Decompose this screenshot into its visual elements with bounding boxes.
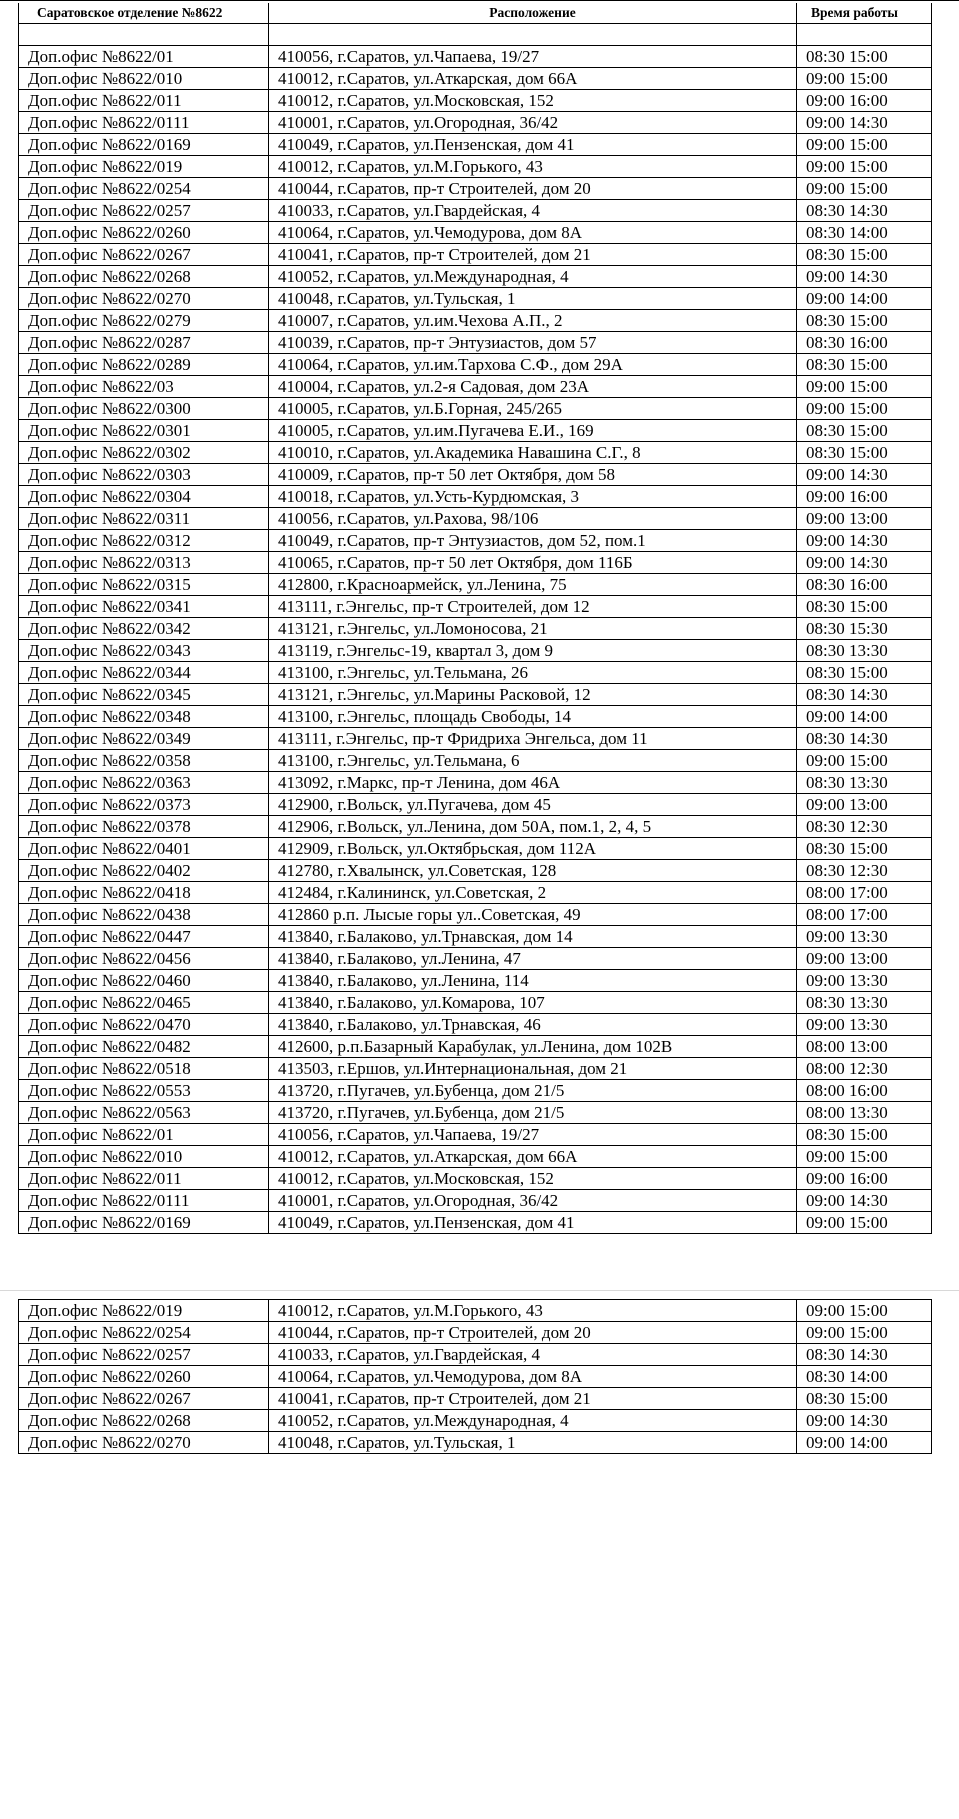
table-row <box>19 860 932 882</box>
office-cell: Доп.офис №8622/0169 <box>19 1212 269 1234</box>
office-cell: Доп.офис №8622/0287 <box>19 332 269 354</box>
table-row <box>19 574 932 596</box>
address-cell: 413720, г.Пугачев, ул.Бубенца, дом 21/5 <box>269 1080 797 1102</box>
table-row <box>19 112 932 134</box>
office-cell: Доп.офис №8622/019 <box>19 156 269 178</box>
office-cell: Доп.офис №8622/010 <box>19 68 269 90</box>
office-cell: Доп.офис №8622/0363 <box>19 772 269 794</box>
header-office: Саратовское отделение №8622 <box>19 3 269 24</box>
header-location: Расположение <box>269 3 797 24</box>
office-cell: Доп.офис №8622/0341 <box>19 596 269 618</box>
table-row <box>19 266 932 288</box>
table-row <box>19 904 932 926</box>
hours-cell: 08:00 12:30 <box>797 1058 932 1080</box>
office-cell: Доп.офис №8622/0257 <box>19 200 269 222</box>
office-cell: Доп.офис №8622/0279 <box>19 310 269 332</box>
table-row <box>19 288 932 310</box>
hours-cell: 08:30 15:00 <box>797 662 932 684</box>
header-hours: Время работы <box>797 3 932 24</box>
address-cell: 410048, г.Саратов, ул.Тульская, 1 <box>269 1432 797 1454</box>
hours-cell: 09:00 16:00 <box>797 486 932 508</box>
table-row <box>19 1080 932 1102</box>
address-cell: 410044, г.Саратов, пр-т Строителей, дом 20 <box>269 178 797 200</box>
hours-cell: 09:00 15:00 <box>797 1322 932 1344</box>
table-row <box>19 552 932 574</box>
table-row <box>19 1058 932 1080</box>
office-cell: Доп.офис №8622/0482 <box>19 1036 269 1058</box>
office-cell: Доп.офис №8622/0311 <box>19 508 269 530</box>
address-cell: 413503, г.Ершов, ул.Интернациональная, дом 21 <box>269 1058 797 1080</box>
table-row <box>19 1036 932 1058</box>
office-cell: Доп.офис №8622/0373 <box>19 794 269 816</box>
address-cell: 412780, г.Хвалынск, ул.Советская, 128 <box>269 860 797 882</box>
address-cell: 410064, г.Саратов, ул.им.Тархова С.Ф., дом 29А <box>269 354 797 376</box>
office-cell: Доп.офис №8622/0465 <box>19 992 269 1014</box>
hours-cell: 08:30 14:00 <box>797 222 932 244</box>
address-cell: 410044, г.Саратов, пр-т Строителей, дом 20 <box>269 1322 797 1344</box>
hours-cell: 08:00 17:00 <box>797 904 932 926</box>
address-cell: 410012, г.Саратов, ул.Московская, 152 <box>269 90 797 112</box>
address-cell: 413092, г.Маркс, пр-т Ленина, дом 46А <box>269 772 797 794</box>
hours-cell: 09:00 15:00 <box>797 376 932 398</box>
table-row <box>19 90 932 112</box>
address-cell: 410012, г.Саратов, ул.М.Горького, 43 <box>269 1300 797 1322</box>
address-cell: 413840, г.Балаково, ул.Трнавская, 46 <box>269 1014 797 1036</box>
table-row <box>19 596 932 618</box>
address-cell: 410056, г.Саратов, ул.Чапаева, 19/27 <box>269 1124 797 1146</box>
hours-cell: 09:00 15:00 <box>797 1300 932 1322</box>
table-row <box>19 750 932 772</box>
address-cell: 413840, г.Балаково, ул.Комарова, 107 <box>269 992 797 1014</box>
office-cell: Доп.офис №8622/0268 <box>19 1410 269 1432</box>
address-cell: 410001, г.Саратов, ул.Огородная, 36/42 <box>269 112 797 134</box>
table-row <box>19 310 932 332</box>
office-cell: Доп.офис №8622/0301 <box>19 420 269 442</box>
hours-cell: 09:00 13:30 <box>797 1014 932 1036</box>
office-cell: Доп.офис №8622/0267 <box>19 1388 269 1410</box>
office-cell: Доп.офис №8622/0344 <box>19 662 269 684</box>
table-row <box>19 684 932 706</box>
hours-cell: 08:30 15:00 <box>797 442 932 464</box>
office-cell: Доп.офис №8622/0345 <box>19 684 269 706</box>
office-cell: Доп.офис №8622/0343 <box>19 640 269 662</box>
address-cell: 410064, г.Саратов, ул.Чемодурова, дом 8А <box>269 222 797 244</box>
address-cell: 410064, г.Саратов, ул.Чемодурова, дом 8А <box>269 1366 797 1388</box>
table-row <box>19 530 932 552</box>
table-row <box>19 1432 932 1454</box>
table-row <box>19 1212 932 1234</box>
table-row <box>19 970 932 992</box>
office-cell: Доп.офис №8622/0349 <box>19 728 269 750</box>
blank-row <box>19 24 932 46</box>
table-row <box>19 1102 932 1124</box>
table-row <box>19 1322 932 1344</box>
office-cell: Доп.офис №8622/0418 <box>19 882 269 904</box>
table-row <box>19 398 932 420</box>
address-cell: 413111, г.Энгельс, пр-т Строителей, дом 12 <box>269 596 797 618</box>
office-cell: Доп.офис №8622/0456 <box>19 948 269 970</box>
table-row <box>19 68 932 90</box>
office-cell: Доп.офис №8622/011 <box>19 1168 269 1190</box>
hours-cell: 08:30 16:00 <box>797 574 932 596</box>
hours-cell: 09:00 15:00 <box>797 1146 932 1168</box>
address-cell: 410007, г.Саратов, ул.им.Чехова А.П., 2 <box>269 310 797 332</box>
table-row <box>19 1168 932 1190</box>
office-cell: Доп.офис №8622/0257 <box>19 1344 269 1366</box>
table-row <box>19 816 932 838</box>
office-cell: Доп.офис №8622/0402 <box>19 860 269 882</box>
hours-cell: 09:00 14:30 <box>797 112 932 134</box>
address-cell: 410012, г.Саратов, ул.Аткарская, дом 66А <box>269 1146 797 1168</box>
hours-cell: 09:00 14:30 <box>797 530 932 552</box>
hours-cell: 08:30 12:30 <box>797 860 932 882</box>
office-cell: Доп.офис №8622/0378 <box>19 816 269 838</box>
office-cell: Доп.офис №8622/0270 <box>19 288 269 310</box>
blank-cell <box>797 24 932 46</box>
table-row <box>19 508 932 530</box>
address-cell: 413720, г.Пугачев, ул.Бубенца, дом 21/5 <box>269 1102 797 1124</box>
address-cell: 410005, г.Саратов, ул.Б.Горная, 245/265 <box>269 398 797 420</box>
hours-cell: 08:30 14:30 <box>797 200 932 222</box>
header-row <box>19 3 932 24</box>
office-cell: Доп.офис №8622/0313 <box>19 552 269 574</box>
hours-cell: 08:00 13:00 <box>797 1036 932 1058</box>
hours-cell: 09:00 15:00 <box>797 68 932 90</box>
office-cell: Доп.офис №8622/0447 <box>19 926 269 948</box>
hours-cell: 08:30 13:30 <box>797 772 932 794</box>
office-cell: Доп.офис №8622/0553 <box>19 1080 269 1102</box>
address-cell: 410012, г.Саратов, ул.Аткарская, дом 66А <box>269 68 797 90</box>
address-cell: 410065, г.Саратов, пр-т 50 лет Октября, дом 116Б <box>269 552 797 574</box>
blank-cell <box>269 24 797 46</box>
blank-cell <box>19 24 269 46</box>
office-cell: Доп.офис №8622/019 <box>19 1300 269 1322</box>
hours-cell: 08:30 15:00 <box>797 596 932 618</box>
office-table-continued <box>18 1299 932 1454</box>
hours-cell: 09:00 15:00 <box>797 134 932 156</box>
hours-cell: 09:00 13:00 <box>797 794 932 816</box>
office-cell: Доп.офис №8622/0268 <box>19 266 269 288</box>
table-row <box>19 728 932 750</box>
hours-cell: 08:30 13:30 <box>797 640 932 662</box>
hours-cell: 09:00 14:00 <box>797 1432 932 1454</box>
office-cell: Доп.офис №8622/0254 <box>19 178 269 200</box>
office-cell: Доп.офис №8622/0270 <box>19 1432 269 1454</box>
office-cell: Доп.офис №8622/01 <box>19 46 269 68</box>
address-cell: 410012, г.Саратов, ул.М.Горького, 43 <box>269 156 797 178</box>
hours-cell: 08:30 14:30 <box>797 684 932 706</box>
address-cell: 410018, г.Саратов, ул.Усть-Курдюмская, 3 <box>269 486 797 508</box>
office-cell: Доп.офис №8622/0315 <box>19 574 269 596</box>
office-cell: Доп.офис №8622/01 <box>19 1124 269 1146</box>
hours-cell: 08:30 15:00 <box>797 46 932 68</box>
hours-cell: 09:00 14:30 <box>797 1190 932 1212</box>
office-cell: Доп.офис №8622/0302 <box>19 442 269 464</box>
hours-cell: 08:30 13:30 <box>797 992 932 1014</box>
hours-cell: 09:00 13:00 <box>797 948 932 970</box>
hours-cell: 09:00 15:00 <box>797 398 932 420</box>
hours-cell: 08:30 12:30 <box>797 816 932 838</box>
hours-cell: 09:00 15:00 <box>797 156 932 178</box>
hours-cell: 09:00 15:00 <box>797 750 932 772</box>
hours-cell: 08:30 16:00 <box>797 332 932 354</box>
office-cell: Доп.офис №8622/0267 <box>19 244 269 266</box>
office-cell: Доп.офис №8622/0470 <box>19 1014 269 1036</box>
table-row <box>19 1124 932 1146</box>
table-row <box>19 948 932 970</box>
table-row <box>19 992 932 1014</box>
hours-cell: 08:30 15:00 <box>797 310 932 332</box>
hours-cell: 08:30 15:00 <box>797 838 932 860</box>
address-cell: 412600, р.п.Базарный Карабулак, ул.Ленина, дом 102В <box>269 1036 797 1058</box>
table-row <box>19 1014 932 1036</box>
table-row <box>19 882 932 904</box>
address-cell: 413840, г.Балаково, ул.Ленина, 114 <box>269 970 797 992</box>
address-cell: 413100, г.Энгельс, ул.Тельмана, 26 <box>269 662 797 684</box>
address-cell: 413111, г.Энгельс, пр-т Фридриха Энгельса, дом 11 <box>269 728 797 750</box>
address-cell: 410009, г.Саратов, пр-т 50 лет Октября, дом 58 <box>269 464 797 486</box>
office-cell: Доп.офис №8622/0518 <box>19 1058 269 1080</box>
table-row <box>19 442 932 464</box>
table-row <box>19 134 932 156</box>
table-row <box>19 420 932 442</box>
hours-cell: 08:30 15:00 <box>797 420 932 442</box>
hours-cell: 09:00 15:00 <box>797 1212 932 1234</box>
office-table <box>18 3 932 1234</box>
office-cell: Доп.офис №8622/0254 <box>19 1322 269 1344</box>
address-cell: 410033, г.Саратов, ул.Гвардейская, 4 <box>269 1344 797 1366</box>
hours-cell: 08:30 15:00 <box>797 244 932 266</box>
office-cell: Доп.офис №8622/0401 <box>19 838 269 860</box>
table-row <box>19 1388 932 1410</box>
table-row <box>19 156 932 178</box>
address-cell: 410001, г.Саратов, ул.Огородная, 36/42 <box>269 1190 797 1212</box>
table-row <box>19 486 932 508</box>
table-row <box>19 354 932 376</box>
address-cell: 410033, г.Саратов, ул.Гвардейская, 4 <box>269 200 797 222</box>
address-cell: 413121, г.Энгельс, ул.Марины Расковой, 12 <box>269 684 797 706</box>
address-cell: 410041, г.Саратов, пр-т Строителей, дом 21 <box>269 1388 797 1410</box>
table-row <box>19 1146 932 1168</box>
table-row <box>19 1366 932 1388</box>
address-cell: 413121, г.Энгельс, ул.Ломоносова, 21 <box>269 618 797 640</box>
office-cell: Доп.офис №8622/0260 <box>19 222 269 244</box>
address-cell: 410052, г.Саратов, ул.Международная, 4 <box>269 266 797 288</box>
office-cell: Доп.офис №8622/0303 <box>19 464 269 486</box>
hours-cell: 09:00 15:00 <box>797 178 932 200</box>
hours-cell: 09:00 14:30 <box>797 1410 932 1432</box>
office-cell: Доп.офис №8622/0348 <box>19 706 269 728</box>
office-cell: Доп.офис №8622/011 <box>19 90 269 112</box>
address-cell: 410012, г.Саратов, ул.Московская, 152 <box>269 1168 797 1190</box>
office-cell: Доп.офис №8622/0563 <box>19 1102 269 1124</box>
address-cell: 410004, г.Саратов, ул.2-я Садовая, дом 23А <box>269 376 797 398</box>
address-cell: 413100, г.Энгельс, площадь Свободы, 14 <box>269 706 797 728</box>
office-cell: Доп.офис №8622/0358 <box>19 750 269 772</box>
table-row <box>19 1344 932 1366</box>
address-cell: 412909, г.Вольск, ул.Октябрьская, дом 112А <box>269 838 797 860</box>
address-cell: 412906, г.Вольск, ул.Ленина, дом 50А, пом.1, 2, 4, 5 <box>269 816 797 838</box>
hours-cell: 09:00 13:00 <box>797 508 932 530</box>
table-row <box>19 926 932 948</box>
address-cell: 412800, г.Красноармейск, ул.Ленина, 75 <box>269 574 797 596</box>
hours-cell: 09:00 14:00 <box>797 288 932 310</box>
office-cell: Доп.офис №8622/0260 <box>19 1366 269 1388</box>
address-cell: 410005, г.Саратов, ул.им.Пугачева Е.И., 169 <box>269 420 797 442</box>
table-row <box>19 222 932 244</box>
hours-cell: 09:00 13:30 <box>797 970 932 992</box>
office-cell: Доп.офис №8622/0289 <box>19 354 269 376</box>
address-cell: 410041, г.Саратов, пр-т Строителей, дом 21 <box>269 244 797 266</box>
hours-cell: 08:00 17:00 <box>797 882 932 904</box>
address-cell: 410049, г.Саратов, пр-т Энтузиастов, дом 52, пом.1 <box>269 530 797 552</box>
table-row <box>19 662 932 684</box>
hours-cell: 08:30 14:00 <box>797 1366 932 1388</box>
hours-cell: 09:00 14:30 <box>797 266 932 288</box>
table-row <box>19 618 932 640</box>
office-cell: Доп.офис №8622/0438 <box>19 904 269 926</box>
address-cell: 412860 р.п. Лысые горы ул..Советская, 49 <box>269 904 797 926</box>
hours-cell: 09:00 14:30 <box>797 464 932 486</box>
address-cell: 410048, г.Саратов, ул.Тульская, 1 <box>269 288 797 310</box>
address-cell: 413100, г.Энгельс, ул.Тельмана, 6 <box>269 750 797 772</box>
table-row <box>19 1410 932 1432</box>
table-row <box>19 200 932 222</box>
table-row <box>19 376 932 398</box>
address-cell: 413840, г.Балаково, ул.Трнавская, дом 14 <box>269 926 797 948</box>
office-cell: Доп.офис №8622/03 <box>19 376 269 398</box>
office-cell: Доп.офис №8622/0342 <box>19 618 269 640</box>
office-cell: Доп.офис №8622/0300 <box>19 398 269 420</box>
hours-cell: 08:00 16:00 <box>797 1080 932 1102</box>
address-cell: 410052, г.Саратов, ул.Международная, 4 <box>269 1410 797 1432</box>
table-row <box>19 772 932 794</box>
address-cell: 410010, г.Саратов, ул.Академика Навашина С.Г., 8 <box>269 442 797 464</box>
table-row <box>19 1300 932 1322</box>
table-row <box>19 706 932 728</box>
address-cell: 410056, г.Саратов, ул.Чапаева, 19/27 <box>269 46 797 68</box>
table-row <box>19 332 932 354</box>
office-cell: Доп.офис №8622/0304 <box>19 486 269 508</box>
hours-cell: 08:30 15:30 <box>797 618 932 640</box>
office-cell: Доп.офис №8622/0169 <box>19 134 269 156</box>
table-row <box>19 46 932 68</box>
hours-cell: 08:30 15:00 <box>797 1124 932 1146</box>
hours-cell: 09:00 14:00 <box>797 706 932 728</box>
page-break-divider <box>0 1290 959 1291</box>
hours-cell: 08:30 14:30 <box>797 728 932 750</box>
address-cell: 413840, г.Балаково, ул.Ленина, 47 <box>269 948 797 970</box>
address-cell: 410056, г.Саратов, ул.Рахова, 98/106 <box>269 508 797 530</box>
office-cell: Доп.офис №8622/0111 <box>19 1190 269 1212</box>
hours-cell: 09:00 13:30 <box>797 926 932 948</box>
address-cell: 410049, г.Саратов, ул.Пензенская, дом 41 <box>269 1212 797 1234</box>
table-row <box>19 464 932 486</box>
address-cell: 412484, г.Калининск, ул.Советская, 2 <box>269 882 797 904</box>
address-cell: 410039, г.Саратов, пр-т Энтузиастов, дом 57 <box>269 332 797 354</box>
office-cell: Доп.офис №8622/010 <box>19 1146 269 1168</box>
hours-cell: 09:00 14:30 <box>797 552 932 574</box>
address-cell: 412900, г.Вольск, ул.Пугачева, дом 45 <box>269 794 797 816</box>
table-row <box>19 838 932 860</box>
office-cell: Доп.офис №8622/0460 <box>19 970 269 992</box>
hours-cell: 09:00 16:00 <box>797 1168 932 1190</box>
office-cell: Доп.офис №8622/0312 <box>19 530 269 552</box>
table-row <box>19 178 932 200</box>
hours-cell: 08:30 15:00 <box>797 354 932 376</box>
office-cell: Доп.офис №8622/0111 <box>19 112 269 134</box>
table-row <box>19 640 932 662</box>
table-row <box>19 244 932 266</box>
table-row <box>19 1190 932 1212</box>
hours-cell: 08:30 14:30 <box>797 1344 932 1366</box>
address-cell: 410049, г.Саратов, ул.Пензенская, дом 41 <box>269 134 797 156</box>
table-row <box>19 794 932 816</box>
hours-cell: 09:00 16:00 <box>797 90 932 112</box>
hours-cell: 08:00 13:30 <box>797 1102 932 1124</box>
address-cell: 413119, г.Энгельс-19, квартал 3, дом 9 <box>269 640 797 662</box>
hours-cell: 08:30 15:00 <box>797 1388 932 1410</box>
top-rule <box>0 0 959 1</box>
